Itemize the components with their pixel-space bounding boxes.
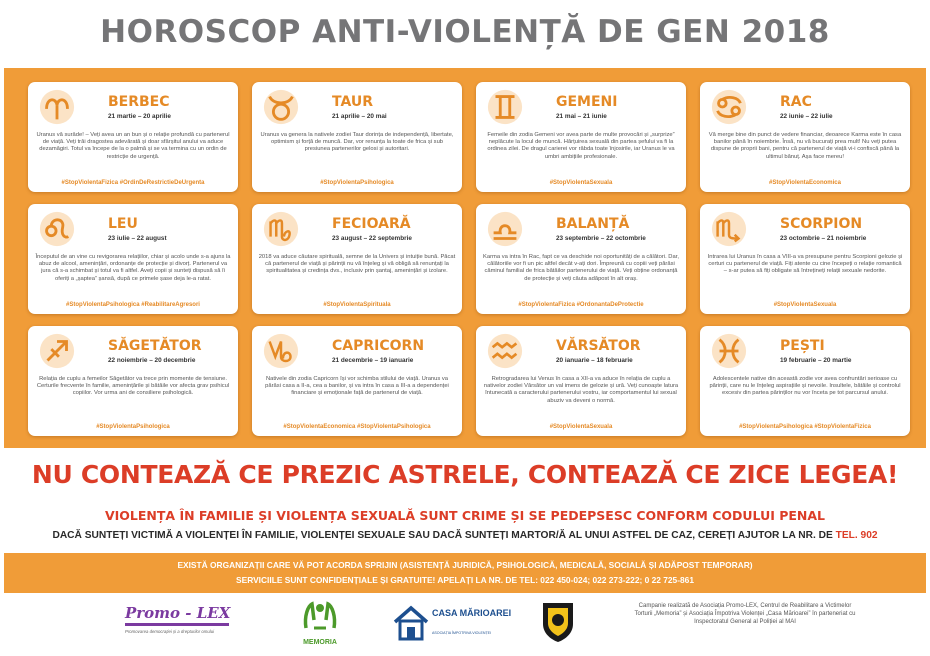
leo-icon <box>38 210 76 248</box>
sign-card-balanta: BALANȚĂ 23 septembrie – 22 octombrie Karma va intra în Rac, fapt ce va deschide noi oportunități de a călători. Dar, călătoriile vor fi un pic altfel decât v-ați dori. Împreună cu copiii veți părăsi căminul familial de frica bătăilor partenerului de viață. Veți obține ordonanță de protecție și veți căuta adăpost în alt oraș. #StopViolentaFizica #OrdonantaDeProtectie <box>476 204 686 314</box>
sign-card-berbec: BERBEC 21 martie – 20 aprilie Uranus vă surâde! – Veți avea un an bun și o relație profundă cu partenerul de viață. Veți trăi dragostea adevărată și doar sfârșitul anului va aduce dezamăgiri. Totul va începe de la o palmă și se va termina cu un ordin de restricție de urgență. #StopViolentaFizica #OrdinDeRestrictieDeUrgenta <box>28 82 238 192</box>
main-slogan: NU CONTEAZĂ CE PREZIC ASTRELE, CONTEAZĂ CE ZICE LEGEA! <box>31 460 899 489</box>
sign-card-leu: LEU 23 iulie – 22 august Începutul de an vine cu revigorarea relațiilor, chiar și acolo unde s-a ajuns la abuz de alcool, amenințări, ordonanțe de protecție și divorț. Partenerul va jura că s-a schimbat și totul va fi altfel. Aveți copii și sunteți dispusă să îi oferiți a „șaptea” șansă, după ce primele șase deja le-a ratat. #StopViolentaPsihologica #ReabilitareAgresori <box>28 204 238 314</box>
support-line-1: EXISTĂ ORGANIZAȚII CARE VĂ POT ACORDA SPRIJIN (ASISTENȚĂ JURIDICĂ, PSIHOLOGICĂ, MEDICALĂ, SOCIALĂ ȘI ADĂPOST TEMPORAR) <box>177 560 753 570</box>
footer <box>0 598 930 656</box>
memoria-hands-icon <box>300 598 340 634</box>
sign-card-taur: TAUR 21 aprilie – 20 mai Uranus va genera la nativele zodiei Taur dorința de independență, libertate, optimism și forță de muncă. Dar, vor renunța la toate de frica și sub presiunea partenerilor gelosi și autoritari. #StopViolentaPsihologica <box>252 82 462 192</box>
law-subslogan: VIOLENȚA ÎN FAMILIE ȘI VIOLENȚA SEXUALĂ SUNT CRIME ȘI SE PEDEPSESC CONFORM CODULUI PENAL <box>104 508 826 523</box>
sign-card-rac: RAC 22 iunie – 22 iulie Vă merge bine din punct de vedere financiar, deoarece Karma este în casa banilor până în noiembrie. Însă, nu vă bucurați prea mult! Nu veți putea dispune de proprii bani, pentru că partenerul de viață vi-i confiscă până la ultimul bănuț. Așa face mereu! #StopViolentaEconomica <box>700 82 910 192</box>
campaign-credits: Campanie realizată de Asociația Promo-LEX, Centrul de Reabilitare a Victimelor Torturii „Memoria” și Asociația Împotriva Violenței „Casa Mărioarei” în parteneriat cu Inspectoratul General al Poliției al MAI <box>634 603 856 625</box>
help-line <box>0 530 930 541</box>
help-phone: TEL. 902 <box>835 530 878 541</box>
support-line-2: SERVICIILE SUNT CONFIDENȚIALE ȘI GRATUITE! APELAȚI LA NR. DE TEL: 022 450-024; 022 273-222; 0 22 725-861 <box>236 575 694 585</box>
support-band <box>4 553 926 593</box>
sign-card-sagetator: SĂGETĂTOR 22 noiembrie – 20 decembrie Relația de cuplu a femeilor Săgetător va trece prin momente de tensiune. Certurile frecvente în familie, amenințările și bătăile vor afecta grav psihicul copiilor. Vor urma ani de consiliere psihologică. #StopViolentaPsihologica <box>28 326 238 436</box>
poster-title: HOROSCOP ANTI-VIOLENȚĂ DE GEN 2018 <box>100 14 830 50</box>
libra-icon <box>486 210 524 248</box>
cancer-icon <box>710 88 748 126</box>
virgo-icon <box>262 210 300 248</box>
pisces-icon <box>710 332 748 370</box>
police-crest-logo <box>540 600 576 644</box>
house-icon <box>392 604 430 642</box>
sign-card-pesti: PEȘTI 19 februarie – 20 martie Adolescentele native din această zodie vor avea confruntări serioase cu părinții, care nu le înțeleg aspirațiile și nevoile. Insultele, bătăile și controlul excesiv din partea părinților nu vor înceta pe tot parcursul anului. #StopViolentaPsihologica #StopViolentaFizica <box>700 326 910 436</box>
aquarius-icon <box>486 332 524 370</box>
gemini-icon <box>486 88 524 126</box>
sign-card-capricorn: CAPRICORN 21 decembrie – 19 ianuarie Nativele din zodia Capricorn își vor schimba stilului de viață. Uranus va părăsi casa a II-a, cea a banilor, și va intra în casa a III-a a dependenței financiare și emoționale față de partenerul de viață. #StopViolentaEconomica #StopViolentaPsihologica <box>252 326 462 436</box>
sign-card-gemeni: GEMENI 21 mai – 21 iunie Femeile din zodia Gemeni vor avea parte de multe provocări și „surprize” neplăcute la locul de muncă. Hărțuirea sexuală din partea șefului va fi la ordinea zilei. De dragul carierei vor răbda toate înjosirile, iar Uranus le va umbri ambițiile profesionale. #StopViolentaSexuala <box>476 82 686 192</box>
horoscope-grid <box>4 68 926 448</box>
sign-card-scorpion: SCORPION 23 octombrie – 21 noiembrie Intrarea lui Uranus în casa a VIII-a va presupune pentru Scorpioni gelozie și certuri cu partenerul de viață. Fiți atente cu cine începeți o relație romantică – s-ar putea să fiți obligate să întrețineți relații sexuale nedorite. #StopViolentaSexuala <box>700 204 910 314</box>
casa-marioarei-logo: CASA MĂRIOAREI ASOCIAȚIA ÎMPOTRIVA VIOLENȚEI <box>392 604 492 648</box>
sagittarius-icon <box>38 332 76 370</box>
crest-icon <box>540 600 576 644</box>
promolex-underline <box>125 623 229 626</box>
memoria-logo: MEMORIA <box>290 598 350 650</box>
capricorn-icon <box>262 332 300 370</box>
aries-icon <box>38 88 76 126</box>
scorpio-icon <box>710 210 748 248</box>
taurus-icon <box>262 88 300 126</box>
sign-card-varsator: VĂRSĂTOR 20 ianuarie – 18 februarie Retrogradarea lui Venus în casa a XII-a va aduce în relația de cuplu a nativelor zodiei Vărsător un val imens de gelozie și ură. Veți cunoaște latura întunecată a caracterului partenerului vostru, iar comportamentul lui sexual abuziv va deveni o normă. #StopViolentaSexuala <box>476 326 686 436</box>
promolex-logo: Promo - LEX Promovarea democrației și a drepturilor omului <box>125 604 231 634</box>
sign-card-fecioara: FECIOARĂ 23 august – 22 septembrie 2018 va aduce căutare spirituală, semne de la Univers și intuiție bună. Păcat că partenerul de viață și părinții nu vă înțeleg și vă obligă să renunțați la spiritualitatea și credința dvs., inclusiv prin șantaj, amenințări și izolare. #StopViolentaSpirituala <box>252 204 462 314</box>
help-text: DACĂ SUNTEȚI VICTIMĂ A VIOLENȚEI ÎN FAMILIE, VIOLENȚEI SEXUALE SAU DACĂ SUNTEȚI MARTOR/Ă AL UNUI ASTFEL DE CAZ, CEREȚI AJUTOR LA NR. DE <box>52 530 836 541</box>
